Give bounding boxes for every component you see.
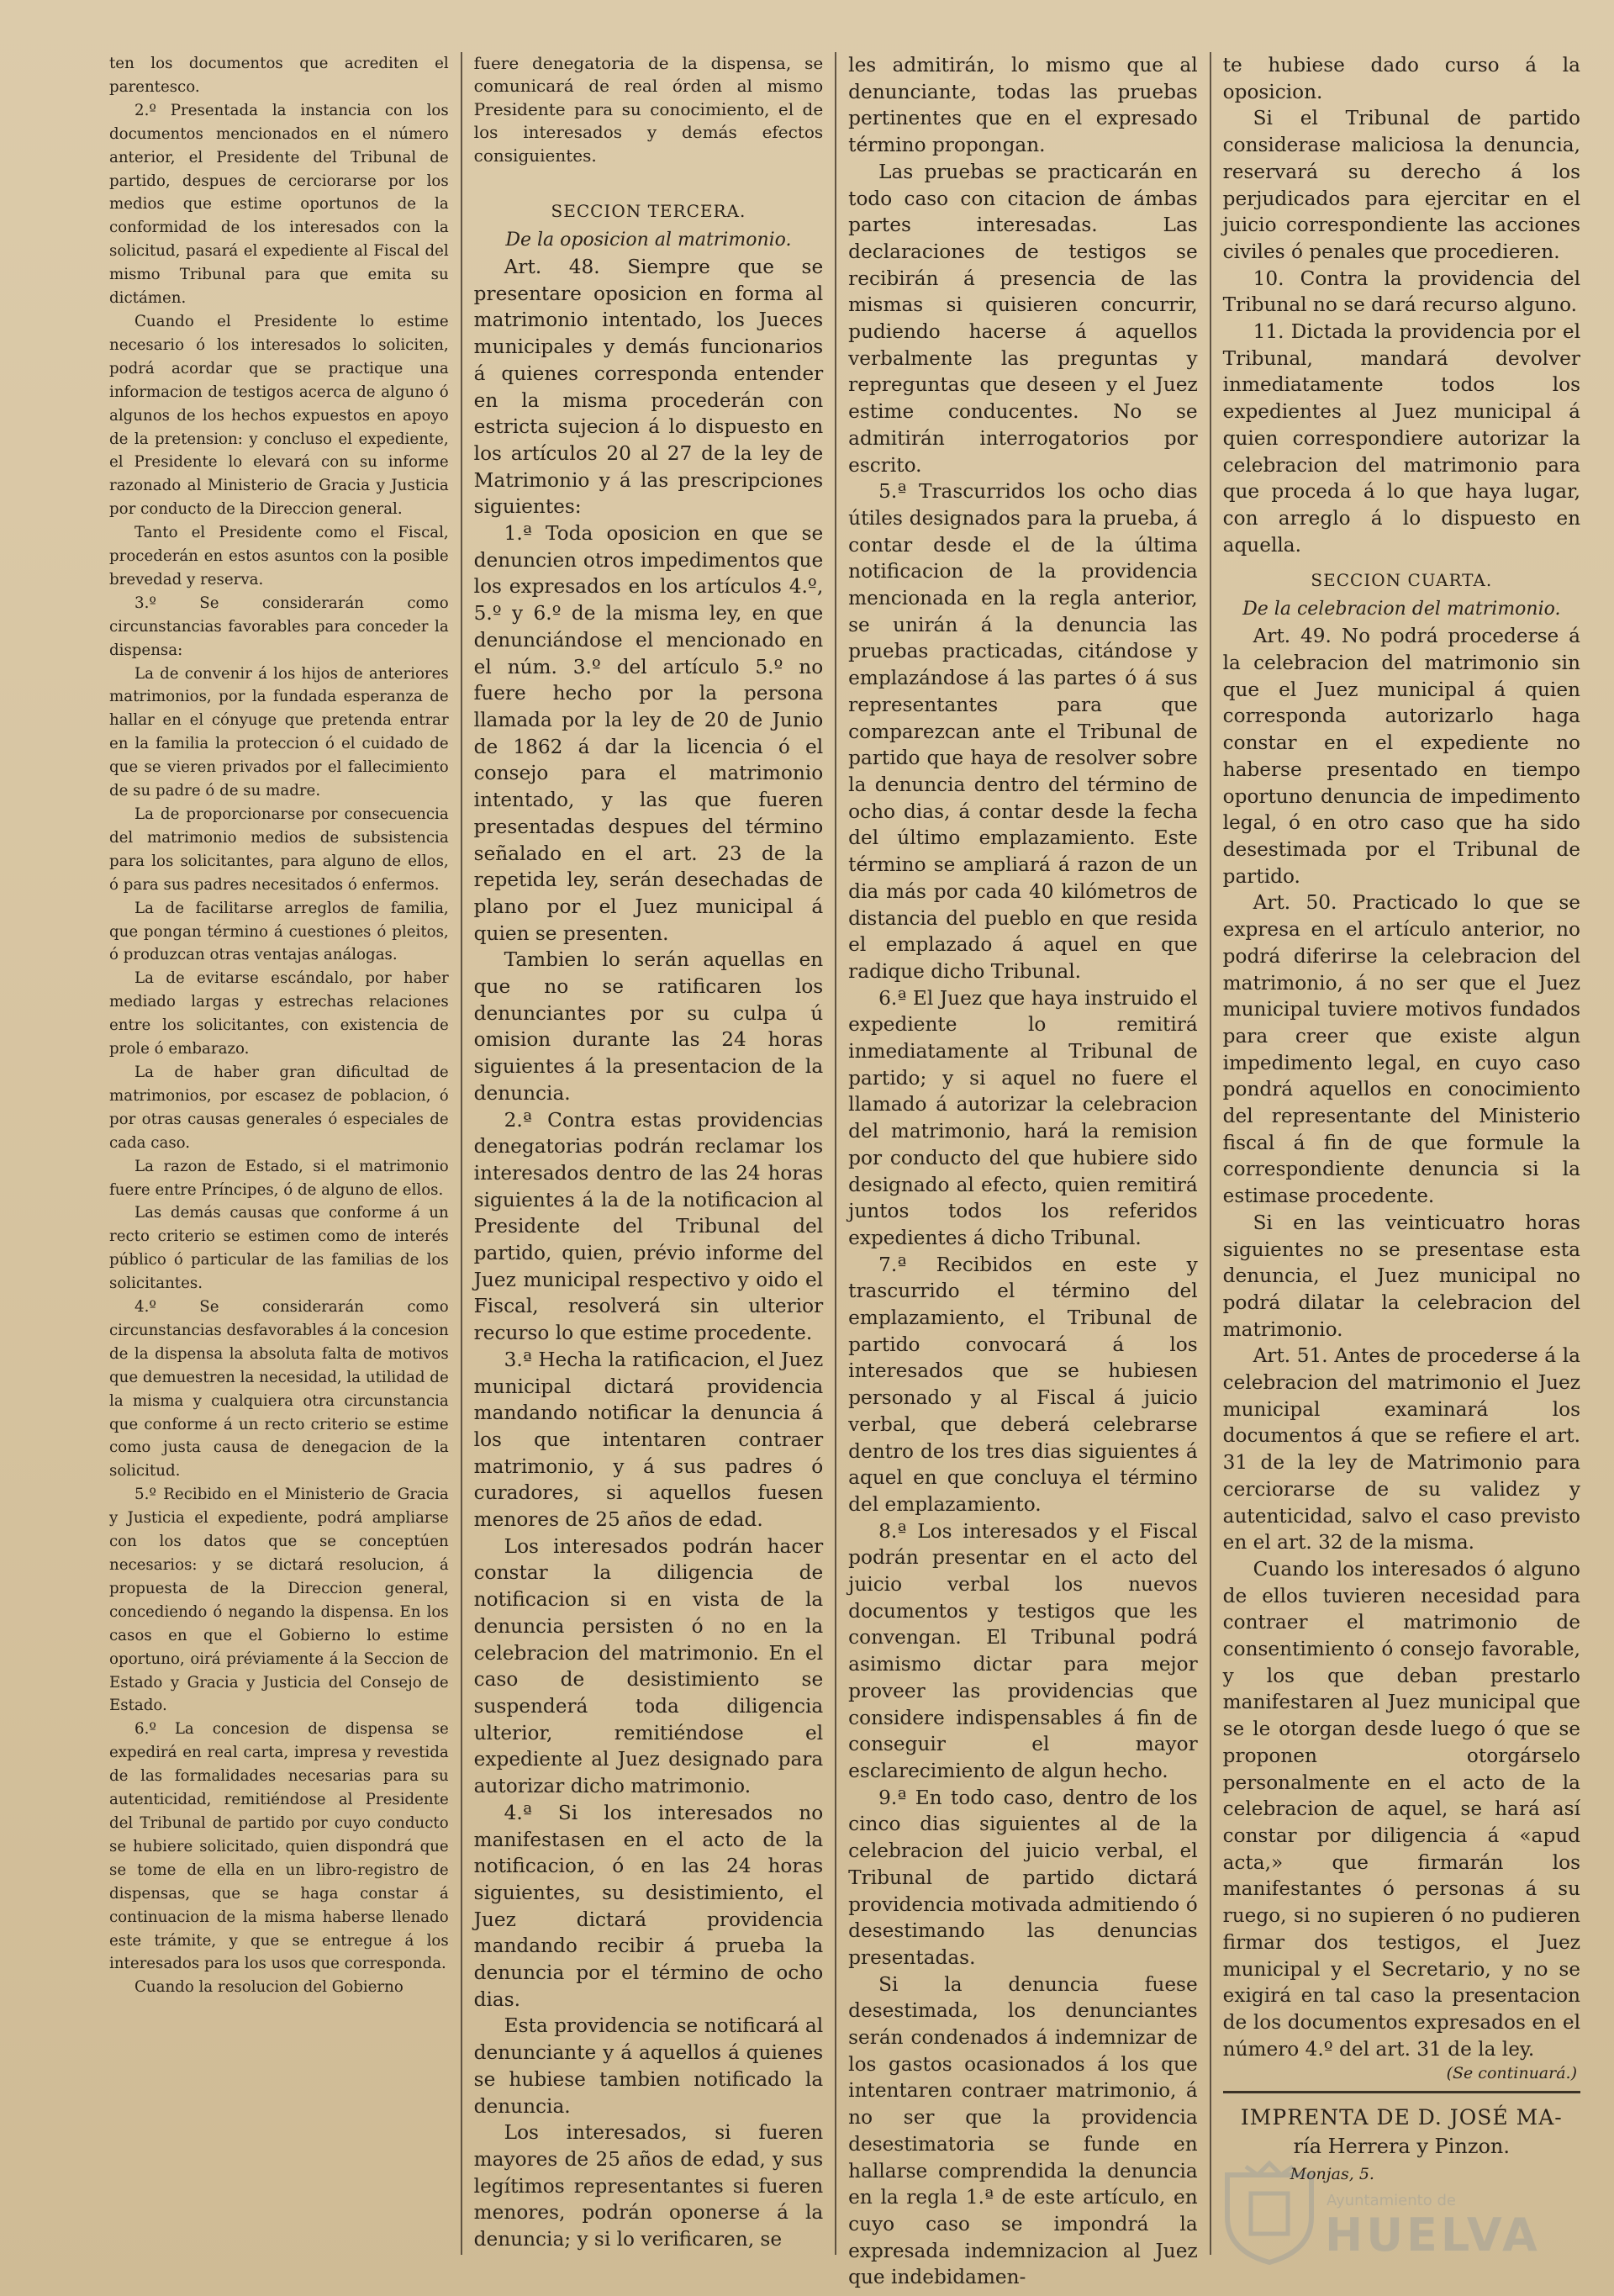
paragraph: 3.º Se considerarán como circunstancias favorables para conceder la dispensa: <box>109 594 449 659</box>
section-heading-cuarta <box>1223 570 1580 620</box>
column-4 <box>1211 52 1580 2255</box>
paragraph: Art. 50. Practicado lo que se expresa en el artículo anterior, no podrá diferirse la celebracion del matrimonio, á no ser que el Juez municipal tuviere motivos fundados para creer que existe algun impedimento legal, en cuyo caso pondrá aquellos en conocimiento del representante del Ministerio fiscal á fin de que formule la correspondiente denuncia si la estimase procedente. <box>1222 891 1580 1208</box>
paragraph: 2.º Presentada la instancia con los documentos mencionados en el número anterior, el Presidente del Tribunal de partido, despues de cerciorarse por los medios que estime oportunos de la conformidad de los interesados con la solicitud, pasará el expediente al Fiscal del mismo Tribunal para que emita su dictámen. <box>109 101 449 308</box>
column-1-text <box>109 52 449 1999</box>
paragraph: Si el Tribunal de partido considerase maliciosa la denuncia, reservará su derecho á los perjudicados para ejercitar en el juicio correspondiente las acciones civiles ó penales que procedieren. <box>1222 107 1580 263</box>
paragraph: Las pruebas se practicarán en todo caso con citacion de ámbas partes interesadas. Las declaraciones de testigos se recibirán á presencia de las mismas si quisieren concurrir, pudiendo hacerse á aquellos verbalmente las preguntas y repreguntas que deseen y el Juez estime conducentes. No se admitirán interrogatorios por escrito. <box>848 160 1198 477</box>
section-title: SECCION TERCERA. <box>551 201 746 222</box>
paragraph: 6.º La concesion de dispensa se expedirá en real carta, impresa y revestida de las formalidades necesarias para su autenticidad, remitiéndose al Presidente del Tribunal de partido por cuyo conducto se hubiere solicitado, quien dispondrá que se tome de ella en un libro-registro de dispensas, que se haga constar á continuacion de la misma haberse llenado este trámite, y que se entregue á los interesados para los usos que corresponda. <box>109 1720 449 1973</box>
paragraph: Los interesados, si fueren mayores de 25 años de edad, y sus legítimos representantes si fueren menores, podrán oponerse á la denuncia; y si lo verificaren, se <box>473 2121 824 2251</box>
column-1 <box>109 52 461 2255</box>
column-4-top-text <box>1223 52 1580 558</box>
column-4-text <box>1223 623 1580 2062</box>
paragraph: Art. 49. No podrá procederse á la celebracion del matrimonio sin que el Juez municipal á quien corresponda autorizarlo haga constar en el expediente no haberse presentado en tiempo oportuno denuncia de impedimento legal, ó en otro caso que ha sido desestimada por el Tribunal de partido. <box>1222 625 1580 888</box>
paragraph: 4.º Se considerarán como circunstancias desfavorables á la concesion de la dispensa la absoluta falta de motivos que demuestren la necesidad, la utilidad de la misma y cualquiera otra circunstancia que conforme á un recto criterio se estime como justa causa de denegacion de la solicitud. <box>109 1298 449 1481</box>
paragraph: 10. Contra la providencia del Tribunal no se dará recurso alguno. <box>1222 267 1580 317</box>
printer-name: IMPRENTA DE D. JOSÉ MA- <box>1240 2105 1563 2130</box>
paragraph: 1.ª Toda oposicion en que se denuncien otros impedimentos que los expresados en los artículos 4.º, 5.º y 6.º de la misma ley, en que denunciándose el mencionado en el núm. 3.º del artículo 5.º no fuere hecho por la persona llamada por la ley de 20 de Junio de 1862 á dar la licencia ó el consejo para el matrimonio intentado, y las que fueren presentadas despues del término señalado en el art. 23 de la repetida ley, serán desechadas de plano por el Juez municipal á quien se presenten. <box>473 522 824 945</box>
coat-of-arms-icon <box>1219 2160 1320 2265</box>
watermark-line-2: HUELVA <box>1325 2209 1541 2262</box>
paragraph: 6.ª El Juez que haya instruido el expediente lo remitirá inmediatamente al Tribunal de partido; y si aquel no fuere el llamado á autorizar la celebracion del matrimonio, hará la remision por conducto del que hubiere sido designado al efecto, quien remitirá juntos todos los referidos expedientes á dicho Tribunal. <box>848 986 1198 1249</box>
paragraph: Cuando el Presidente lo estime necesario ó los interesados lo soliciten, podrá acordar que se practique una informacion de testigos acerca de alguno ó algunos de los hechos expuestos en apoyo de la pretension: y concluso el expediente, el Presidente lo elevará con su informe razonado al Ministerio de Gracia y Justicia por conducto de la Direccion general. <box>109 312 449 519</box>
paragraph: 3.ª Hecha la ratificacion, el Juez municipal dictará providencia mandando notificar la denuncia á los que intentaren contraer matrimonio, y á sus padres ó curadores, si aquellos fuesen menores de 25 años de edad. <box>473 1348 824 1532</box>
printer-street: Monjas, 5. <box>1290 2165 1374 2184</box>
paragraph: 4.ª Si los interesados no manifestasen en el acto de la notificacion, ó en las 24 horas siguientes, su desistimiento, el Juez dictará providencia mandando recibir á prueba la denuncia por el término de ocho dias. <box>473 1801 824 2011</box>
paragraph: Si en las veinticuatro horas siguientes no se presentase esta denuncia, el Juez municipal no podrá dilatar la celebracion del matrimonio. <box>1222 1211 1580 1341</box>
paragraph: les admitirán, lo mismo que al denunciante, todas las pruebas pertinentes que en el expresado término propongan. <box>848 54 1198 157</box>
text-columns <box>109 52 1580 2289</box>
column-3 <box>836 52 1210 2289</box>
printer-name-cont: ría Herrera y Pinzon. <box>1293 2135 1511 2159</box>
paragraph: fuere denegatoria de la dispensa, se comunicará de real órden al mismo Presidente para su conocimiento, el de los interesados y demás efectos consiguientes. <box>473 53 824 166</box>
paragraph: La de evitarse escándalo, por haber mediado largas y estrechas relaciones entre los solicitantes, con existencia de prole ó embarazo. <box>109 969 449 1058</box>
imprint-divider <box>1223 2091 1580 2093</box>
paragraph: Art. 51. Antes de procederse á la celebracion del matrimonio el Juez municipal examinará los documentos á que se refiere el art. 31 de la ley de Matrimonio para cerciorarse de su validez y autenticidad, salvo el caso previsto en el art. 32 de la misma. <box>1222 1344 1580 1554</box>
paragraph: Los interesados podrán hacer constar la diligencia de notificacion si en vista de la denuncia persisten ó no en la celebracion del matrimonio. En el caso de desistimiento se suspenderá toda diligencia ulterior, remitiéndose el expediente al Juez designado para autorizar dicho matrimonio. <box>473 1534 824 1798</box>
paragraph: Cuando la resolucion del Gobierno <box>134 1978 404 1997</box>
paragraph: Tanto el Presidente como el Fiscal, procederán en estos asuntos con la posible brevedad y reserva. <box>109 524 449 589</box>
paragraph: 9.ª En todo caso, dentro de los cinco dias siguientes al de la celebracion del juicio verbal, el Tribunal de partido dictará providencia motivada admitiendo ó desestimando las denuncias presentadas. <box>848 1786 1198 1969</box>
watermark-line-1: Ayuntamiento de <box>1327 2192 1456 2209</box>
paragraph: La de haber gran dificultad de matrimonios, por escasez de poblacion, ó por otras causas generales ó especiales de cada caso. <box>109 1063 449 1152</box>
paragraph: 2.ª Contra estas providencias denegatorias podrán reclamar los interesados dentro de las 24 horas siguientes á la de la notificacion al Presidente del Tribunal del partido, quien, prévio informe del Juez municipal respectivo y oido el Fiscal, resolverá sin ulterior recurso lo que estime procedente. <box>473 1108 824 1345</box>
paragraph: La razon de Estado, si el matrimonio fuere entre Príncipes, ó de alguno de ellos. <box>109 1157 449 1199</box>
paragraph: Las demás causas que conforme á un recto criterio se estimen como de interés público ó particular de las familias de los solicitantes. <box>109 1204 449 1293</box>
column-2 <box>462 52 836 2255</box>
paragraph: te hubiese dado curso á la oposicion. <box>1222 54 1580 103</box>
paragraph: 7.ª Recibidos en este y trascurrido el término del emplazamiento, el Tribunal de partido convocará á los interesados que se hubiesen personado y al Fiscal á juicio verbal, que deberá celebrarse dentro de los tres dias siguientes á aquel en que concluya el término del emplazamiento. <box>848 1253 1198 1516</box>
paragraph: 5.º Recibido en el Ministerio de Gracia y Justicia el expediente, podrá ampliarse con los datos que se conceptúen necesarios: y se dictará resolucion, á propuesta de la Direccion general, concediendo ó negando la dispensa. En los casos en que el Gobierno lo estime oportuno, oirá préviamente á la Seccion de Estado y Gracia y Justicia del Consejo de Estado. <box>109 1486 449 1715</box>
column-2-top-text <box>474 52 824 167</box>
paragraph: Tambien lo serán aquellas en que no se ratificaren los denunciantes por su culpa ú omision durante las 24 horas siguientes á la presentacion de la denuncia. <box>473 948 824 1105</box>
paragraph: ten los documentos que acrediten el parentesco. <box>109 55 449 96</box>
continuation-note: (Se continuará.) <box>1446 2064 1577 2083</box>
section-heading-tercera <box>474 201 824 251</box>
column-rule <box>461 52 462 2255</box>
paragraph: 11. Dictada la providencia por el Tribunal, mandará devolver inmediatamente todos los expedientes al Juez municipal á quien correspondiere autorizar la celebracion del matrimonio para que proceda á lo que haya lugar, con arreglo á lo dispuesto en aquella. <box>1222 320 1580 557</box>
paragraph: Esta providencia se notificará al denunciante y á aquellos á quienes se hubiese tambien notificado la denuncia. <box>473 2014 824 2118</box>
paragraph: 5.ª Trascurridos los ocho dias útiles designados para la prueba, á contar desde el de la última notificacion de la providencia mencionada en la regla anterior, se unirán á la denuncia las pruebas practicadas, citándose y emplazándose á las partes ó á sus representantes para que comparezcan ante el Tribunal de partido que haya de resolver sobre la denuncia dentro del término de ocho dias, á contar desde la fecha del último emplazamiento. Este término se ampliará á razon de un dia más por cada 40 kilómetros de distancia del pueblo en que resida el emplazado á aquel en que radique dicho Tribunal. <box>848 480 1198 983</box>
column-3-text <box>848 52 1198 2291</box>
paragraph: 8.ª Los interesados y el Fiscal podrán presentar en el acto del juicio verbal los nuevos documentos y testigos que les convengan. El Tribunal podrá asimismo dictar para mejor proveer las providencias que considere indispensables á fin de conseguir el mayor esclarecimiento de algun hecho. <box>848 1519 1198 1782</box>
column-rule <box>1210 52 1211 2255</box>
archive-watermark <box>1219 2153 1555 2271</box>
section-subtitle: De la oposicion al matrimonio. <box>505 230 792 251</box>
section-title: SECCION CUARTA. <box>1311 570 1493 591</box>
paragraph: La de convenir á los hijos de anteriores matrimonios, por la fundada esperanza de hallar en el cónyuge que pretenda entrar en la familia la proteccion ó el cuidado de que se vieren privados por el fallecimiento de su padre ó de su madre. <box>109 664 449 800</box>
section-subtitle: De la celebracion del matrimonio. <box>1242 599 1561 620</box>
paragraph: La de facilitarse arreglos de familia, que pongan término á cuestiones ó pleitos, ó produzcan otras ventajas análogas. <box>109 899 449 964</box>
paragraph: La de proporcionarse por consecuencia del matrimonio medios de subsistencia para los solicitantes, para alguno de ellos, ó para sus padres necesitados ó enfermos. <box>109 805 449 894</box>
column-rule <box>835 52 836 2255</box>
paragraph: Cuando los interesados ó alguno de ellos tuvieren necesidad para contraer el matrimonio de consentimiento ó consejo favorable, y los que deban prestarlo manifestaren al Juez municipal que se le otorgan desde luego ó que se proponen otorgárselo personalmente en el acto de la celebracion de aquel, se hará así constar por diligencia á «apud acta,» que firmarán los manifestantes ó personas á su ruego, si no supieren ó no pudieren firmar dos testigos, el Juez municipal y el Secretario, y no se exigirá en tal caso la presentacion de los documentos expresados en el número 4.º del art. 31 de la ley. <box>1222 1557 1580 2061</box>
paragraph: Si la denuncia fuese desestimada, los denunciantes serán condenados á indemnizar de los gastos ocasionados á los que intentaren contraer matrimonio, á no ser que la providencia desestimatoria se funde en hallarse comprendida la denuncia en la regla 1.ª de este artículo, en cuyo caso se impondrá la expresada indemnizacion al Juez que indebidamen- <box>848 1972 1198 2289</box>
column-2-text <box>474 254 824 2253</box>
paragraph: Art. 48. Siempre que se presentare oposicion en forma al matrimonio intentado, los Jueces municipales y demás funcionarios á quienes corresponda entender en la misma procederán con estricta sujecion á lo dispuesto en los artículos 20 al 27 de la ley de Matrimonio y á las prescripciones siguientes: <box>473 256 824 519</box>
